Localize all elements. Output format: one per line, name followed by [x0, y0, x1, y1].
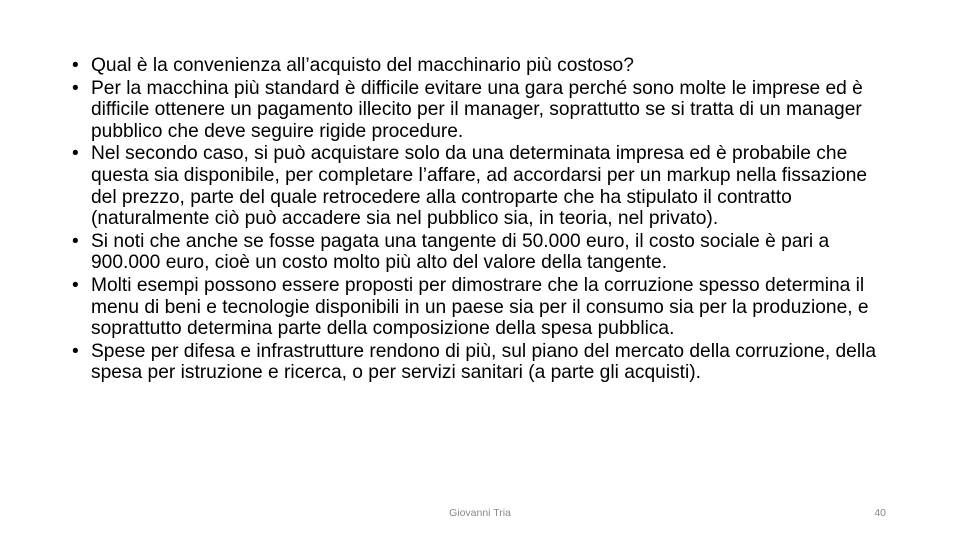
bullet-text: Qual è la convenienza all’acquisto del macchinario più costoso? [91, 55, 634, 76]
bullet-dot-icon: • [72, 274, 79, 296]
footer-author: Giovanni Tria [449, 507, 511, 519]
bullet-dot-icon: • [72, 55, 79, 76]
bullet-text: Spese per difesa e infrastrutture rendono di più, sul piano del mercato della corruzione, della spesa per istruzione e ricerca, o per servizi sanitari (a parte gli acquisti). [91, 340, 877, 384]
bullet-text: Molti esempi possono essere proposti per dimostrare che la corruzione spesso determina il menu di beni e tecnologie disponibili in un paese sia per il consumo sia per la produzione, e soprattutto determina parte della composizione della spesa pubblica. [91, 274, 869, 340]
bullet-item [72, 231, 884, 274]
bullet-dot-icon: • [72, 340, 79, 362]
bullet-item [72, 275, 884, 340]
bullet-text: Si noti che anche se fosse pagata una tangente di 50.000 euro, il costo sociale è pari a 900.000 euro, cioè un costo molto più alto del valore della tangente. [91, 230, 830, 274]
bullet-list [72, 55, 884, 385]
bullet-text: Per la macchina più standard è difficile evitare una gara perché sono molte le imprese ed è difficile ottenere un pagamento illecito per il manager, soprattutto se si tratta di un manager pubblico che deve seguire rigide procedure. [91, 77, 863, 142]
bullet-text: Nel secondo caso, si può acquistare solo da una determinata impresa ed è probabile che questa sia disponibile, per completare l’affare, ad accordarsi per un markup nella fissazione del prezzo, parte del quale retrocedere alla controparte che ha stipulato il contratto (naturalmente ciò può accadere sia nel pubblico sia, in teoria, nel privato). [91, 143, 868, 230]
bullet-item [72, 55, 884, 77]
bullet-item [72, 143, 884, 229]
page-number: 40 [874, 507, 886, 519]
bullet-dot-icon: • [72, 77, 79, 99]
bullet-item [72, 78, 884, 143]
bullet-dot-icon: • [72, 230, 79, 252]
bullet-item [72, 341, 884, 384]
bullet-dot-icon: • [72, 143, 79, 165]
